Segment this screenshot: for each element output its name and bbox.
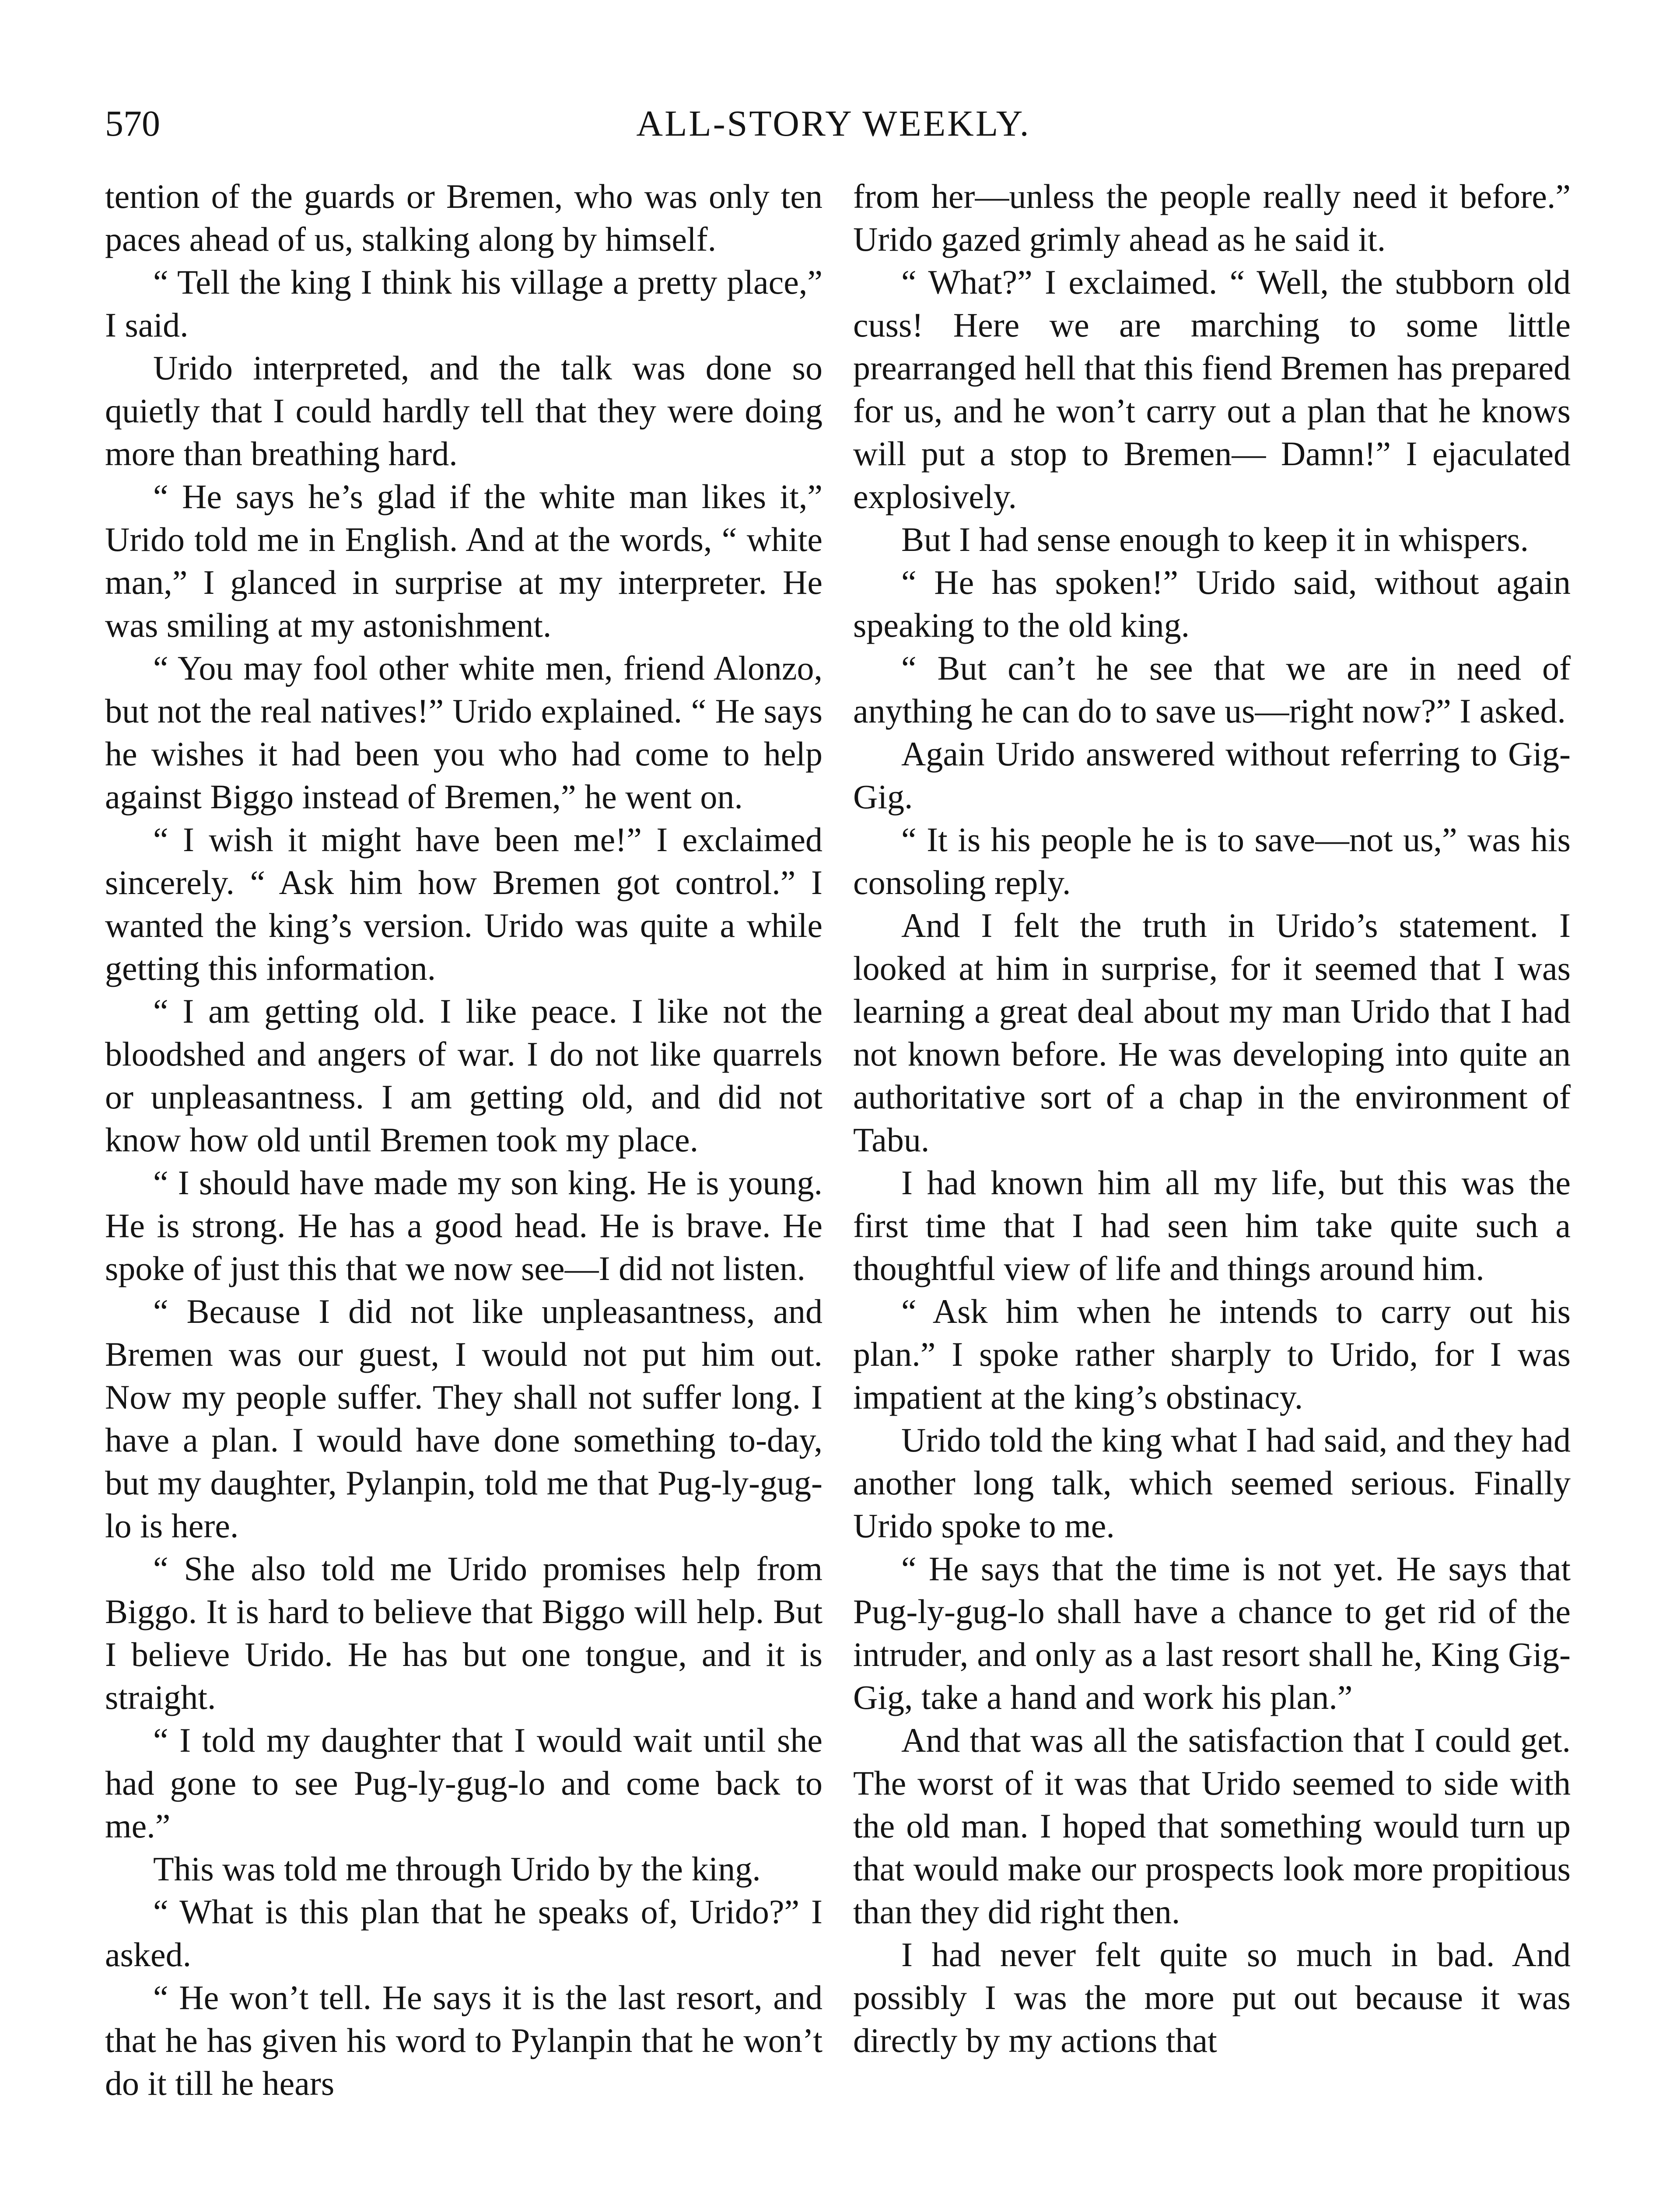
paragraph: “ It is his people he is to save—not us,” was his consoling reply. — [853, 820, 1571, 901]
paragraph: from her—unless the people really need it before.” Urido gazed grimly ahead as he said it. — [853, 177, 1571, 258]
paragraph: This was told me through Urido by the king. — [153, 1850, 761, 1888]
paragraph: “ Because I did not like unpleasantness, and Bremen was our guest, I would not put him out. Now my people suffer. They shall not suffer long. I have a plan. I would have done something to-day, but my daughter, Pylanpin, told me that Pug-ly-gug-lo is here. — [105, 1292, 822, 1545]
paragraph: “ I told my daughter that I would wait until she had gone to see Pug-ly-gug-lo and come back to me.” — [105, 1721, 822, 1845]
paragraph: I had never felt quite so much in bad. And possibly I was the more put out because it was directly by my actions that — [853, 1936, 1571, 2059]
paragraph: I had known him all my life, but this was the first time that I had seen him take quite such a thoughtful view of life and things around him. — [853, 1164, 1571, 1287]
paragraph: “ Tell the king I think his village a pretty place,” I said. — [105, 263, 822, 344]
page-header — [105, 100, 1562, 148]
paragraph: “ But can’t he see that we are in need of anything he can do to save us—right now?” I asked. — [853, 649, 1571, 730]
page-number: 570 — [105, 103, 160, 144]
paragraph: Urido told the king what I had said, and they had another long talk, which seemed serious. Finally Urido spoke to me. — [853, 1421, 1571, 1545]
paragraph: Again Urido answered without referring to Gig-Gig. — [853, 735, 1571, 816]
paragraph: “ He won’t tell. He says it is the last resort, and that he has given his word to Pylanpin that he won’t do it till he hears — [105, 1978, 822, 2102]
paragraph: “ What is this plan that he speaks of, Urido?” I asked. — [105, 1893, 822, 1974]
paragraph: “ What?” I exclaimed. “ Well, the stubborn old cuss! Here we are marching to some little prearranged hell that this fiend Bremen has prepared for us, and he won’t carry out a plan that he knows will put a stop to Bremen— Damn!” I ejaculated explosively. — [853, 263, 1571, 515]
magazine-title: ALL-STORY WEEKLY. — [636, 103, 1031, 144]
paragraph: “ I am getting old. I like peace. I like not the bloodshed and angers of war. I do not like quarrels or unpleasantness. I am getting old, and did not know how old until Bremen took my place. — [105, 992, 822, 1159]
paragraph: But I had sense enough to keep it in whispers. — [901, 520, 1529, 558]
right-text-column — [853, 175, 1571, 2062]
paragraph: Urido interpreted, and the talk was done so quietly that I could hardly tell that they were doing more than breathing hard. — [105, 349, 822, 473]
paragraph: “ I wish it might have been me!” I exclaimed sincerely. “ Ask him how Bremen got control.” I wanted the king’s version. Urido was quite a while getting this information. — [105, 820, 822, 987]
left-text-column — [105, 175, 822, 2105]
paragraph: And I felt the truth in Urido’s statement. I looked at him in surprise, for it seemed that I was learning a great deal about my man Urido that I had not known before. He was developing into quite an authoritative sort of a chap in the environment of Tabu. — [853, 906, 1571, 1159]
paragraph: “ She also told me Urido promises help from Biggo. It is hard to believe that Biggo will help. But I believe Urido. He has but one tongue, and it is straight. — [105, 1550, 822, 1716]
paragraph: “ Ask him when he intends to carry out his plan.” I spoke rather sharply to Urido, for I was impatient at the king’s obstinacy. — [853, 1292, 1571, 1416]
paragraph: “ He says he’s glad if the white man likes it,” Urido told me in English. And at the words, “ white man,” I glanced in surprise at my interpreter. He was smiling at my astonishment. — [105, 477, 822, 644]
paragraph: “ I should have made my son king. He is young. He is strong. He has a good head. He is brave. He spoke of just this that we now see—I did not listen. — [105, 1164, 822, 1287]
paragraph: And that was all the satisfaction that I could get. The worst of it was that Urido seemed to side with the old man. I hoped that something would turn up that would make our prospects look more propitious than they did right then. — [853, 1721, 1571, 1931]
paragraph: “ He says that the time is not yet. He says that Pug-ly-gug-lo shall have a chance to get rid of the intruder, and only as a last resort shall he, King Gig-Gig, take a hand and work his plan.” — [853, 1550, 1571, 1716]
paragraph: “ He has spoken!” Urido said, without again speaking to the old king. — [853, 563, 1571, 644]
paragraph: “ You may fool other white men, friend Alonzo, but not the real natives!” Urido explained. “ He says he wishes it had been you who had come to help against Biggo instead of Bremen,” he went on. — [105, 649, 822, 816]
paragraph: tention of the guards or Bremen, who was only ten paces ahead of us, stalking along by himself. — [105, 177, 822, 258]
